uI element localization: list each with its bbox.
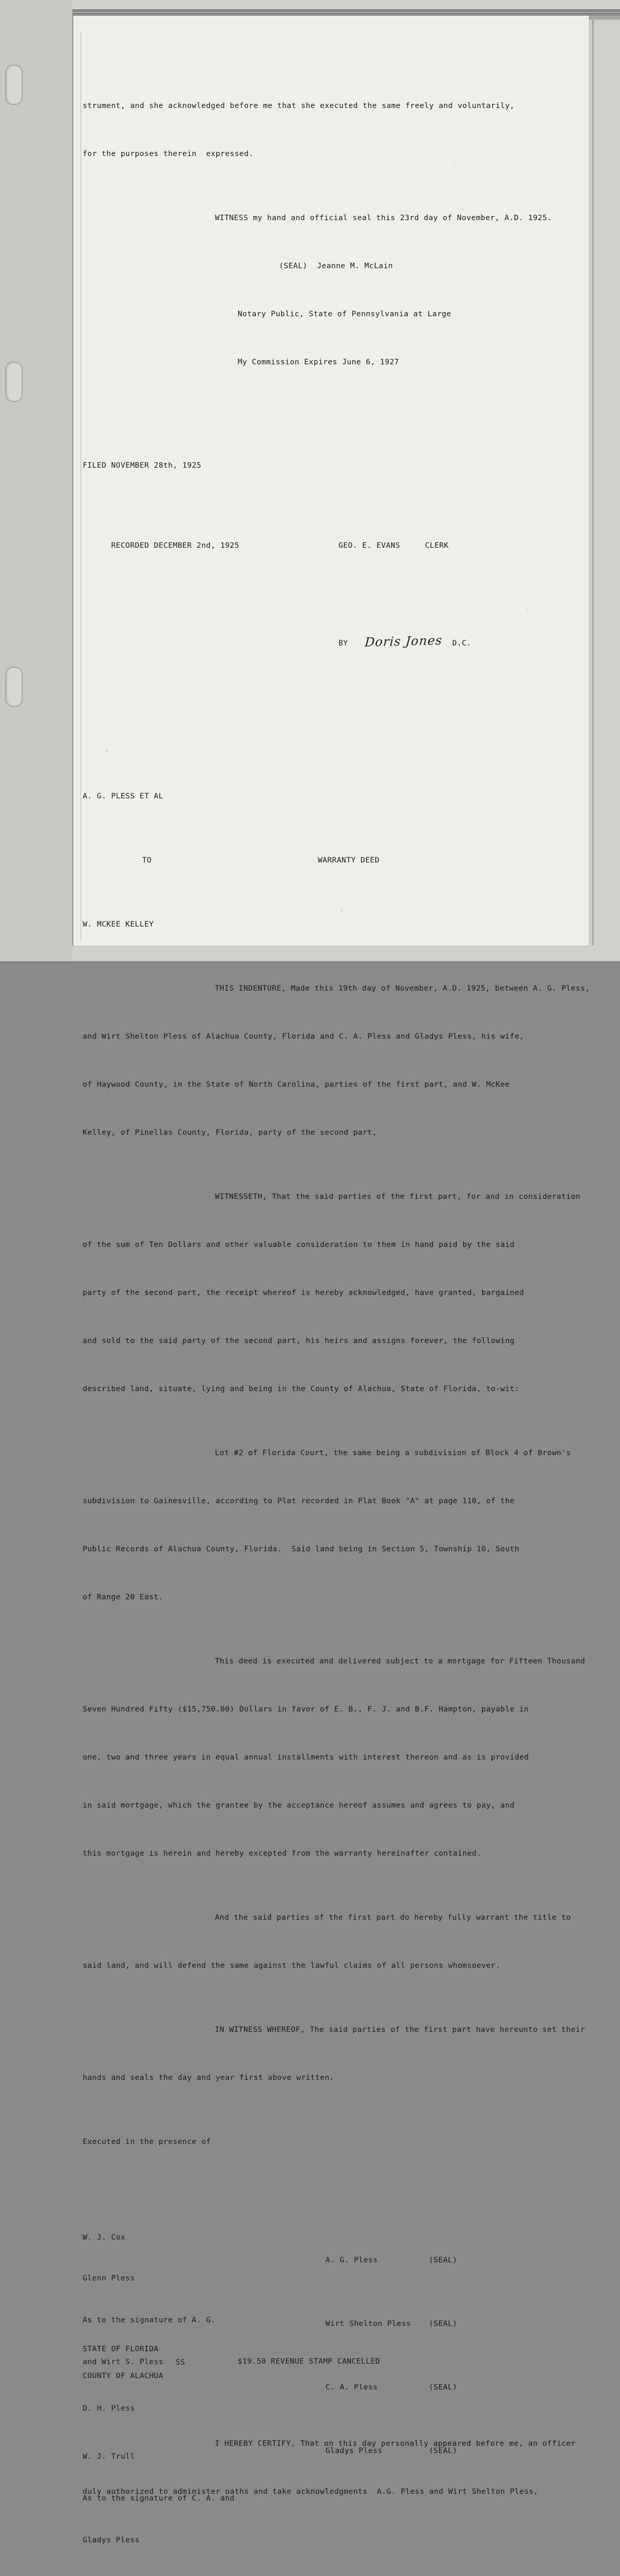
recorded-stamp-line: RECORDED DECEMBER 2nd, 1925	[111, 541, 240, 550]
notary-commission-state: Notary Public, State of Pennsylvania at Large	[238, 310, 452, 318]
paragraph-line: for the purposes therein expressed.	[83, 149, 254, 158]
punch-hole-icon	[5, 667, 23, 707]
deputy-clerk-title: D.C.	[452, 639, 472, 647]
witnesseth-line: party of the second part, the receipt whereof is hereby acknowledged, have granted, bargained	[83, 1288, 524, 1297]
signer-seal: (SEAL)	[429, 2446, 458, 2455]
paragraph-line: strument, and she acknowledged before me that she executed the same freely and voluntarily,	[83, 101, 515, 110]
signer-row	[326, 2249, 548, 2271]
witness-name: Glenn Pless	[83, 2274, 135, 2282]
clerk-name: GEO. E. EVANS	[338, 541, 400, 550]
in-witness-whereof-line: IN WITNESS WHEREOF, The said parties of the first part have hereunto set their	[215, 2025, 585, 2034]
mortgage-clause-line: This deed is executed and delivered subject to a mortgage for Fifteen Thousand	[215, 1657, 585, 1665]
witness-attestation: Gladys Pless	[83, 2536, 140, 2544]
witness-column	[83, 2203, 326, 2576]
warranty-clause-line: And the said parties of the first part do hereby fully warrant the title to	[215, 1913, 571, 1922]
legal-description-line: Public Records of Alachua County, Florida. Said land being in Section 5, Township 10, South	[83, 1545, 520, 1553]
mortgage-clause-line: Seven Hundred Fifty ($15,750.00) Dollars in favor of E. B., F. J. and B.F. Hampton, payable in	[83, 1705, 529, 1714]
indenture-line: Kelley, of Pinellas County, Florida, party of the second part,	[83, 1128, 377, 1137]
signer-row	[326, 2440, 548, 2461]
indenture-line: THIS INDENTURE, Made this 19th day of November, A.D. 1925, between A. G. Pless,	[215, 984, 590, 993]
mortgage-clause-line: one, two and three years in equal annual installments with interest thereon and as is provided	[83, 1753, 529, 1762]
binder-gutter	[0, 0, 72, 961]
filed-stamp-line: FILED NOVEMBER 28th, 1925	[83, 461, 202, 470]
signer-seal: (SEAL)	[429, 2256, 458, 2264]
notary-seal-line: (SEAL) Jeanne M. McLain	[279, 261, 393, 270]
notary-commission-expiry: My Commission Expires June 6, 1927	[238, 358, 399, 366]
venue-ss: SS	[176, 2358, 185, 2367]
venue-state: STATE OF FLORIDA	[83, 2344, 159, 2353]
mortgage-clause-line: this mortgage is herein and hereby excepted from the warranty hereinafter contained.	[83, 1849, 482, 1858]
signer-name: A. G. Pless	[326, 2256, 378, 2264]
document-text	[83, 50, 590, 2548]
punch-hole-icon	[5, 362, 23, 402]
in-witness-whereof-line: hands and seals the day and year first above written.	[83, 2073, 334, 2082]
indenture-line: of Haywood County, in the State of North Carolina, parties of the first part, and W. McKee	[83, 1080, 510, 1089]
signer-seal: (SEAL)	[429, 2383, 458, 2392]
caption-to: TO	[142, 856, 152, 865]
executed-in-presence-label: Executed in the presence of	[83, 2137, 211, 2146]
certificate-line: duly authorized to administer oaths and take acknowledgments A.G. Pless and Wirt Shelton Pless,	[83, 2487, 538, 2496]
witnesseth-line: and sold to the said party of the second part, his heirs and assigns forever, the following	[83, 1336, 515, 1345]
caption-middle-row	[83, 836, 579, 884]
revenue-stamp-note: $19.50 REVENUE STAMP CANCELLED	[238, 2357, 380, 2366]
legal-description-line: of Range 20 East.	[83, 1593, 164, 1601]
legal-description-line: subdivision to Gainesville, according to Plat recorded in Plat Book "A" at page 110, of the	[83, 1497, 515, 1505]
venue-county: COUNTY OF ALACHUA	[83, 2371, 164, 2380]
signer-name: Gladys Pless	[326, 2446, 383, 2455]
venue-block	[83, 2341, 579, 2387]
witness-name: W. J. Cox	[83, 2233, 126, 2242]
witness-attestation: As to the signature of C. A. and	[83, 2494, 235, 2503]
legal-description-line: Lot #2 of Florida Court, the same being a subdivision of Block 4 of Brown's	[215, 1448, 571, 1457]
clerk-title: CLERK	[425, 541, 449, 550]
page-left-edge	[72, 16, 73, 946]
punch-hole-icon	[5, 65, 23, 105]
signer-seal: (SEAL)	[429, 2319, 458, 2328]
signer-name: Wirt Shelton Pless	[326, 2319, 411, 2328]
witnesseth-line: described land, situate, lying and being in the County of Alachua, State of Florida, to-wit:	[83, 1384, 520, 1393]
deputy-clerk-signature: Doris Jones	[364, 633, 443, 650]
witness-attestation: As to the signature of A. G.	[83, 2316, 216, 2324]
witness-name: W. J. Trull	[83, 2452, 135, 2461]
caption-instrument-title: WARRANTY DEED	[318, 856, 380, 865]
mortgage-clause-line: in said mortgage, which the grantee by the acceptance hereof assumes and agrees to pay, and	[83, 1801, 515, 1810]
warranty-clause-line: said land, and will defend the same against the lawful claims of all persons whomsoever.	[83, 1961, 501, 1970]
certificate-line: I HEREBY CERTIFY, That on this day personally appeared before me, an officer	[215, 2439, 576, 2448]
recording-row	[83, 521, 579, 569]
deputy-signature-row	[83, 618, 579, 667]
signer-name: C. A. Pless	[326, 2383, 378, 2392]
signer-row	[326, 2313, 548, 2334]
page-right-edge	[592, 16, 594, 946]
indenture-line: and Wirt Shelton Pless of Alachua County, Florida and C. A. Pless and Gladys Pless, his wife,	[83, 1032, 524, 1041]
witnesseth-line: of the sum of Ten Dollars and other valuable consideration to them in hand paid by the said	[83, 1240, 515, 1249]
caption-grantor: A. G. PLESS ET AL	[83, 792, 164, 800]
by-label: BY	[338, 639, 348, 647]
witness-name: D. H. Pless	[83, 2404, 135, 2413]
caption-grantee: W. MCKEE KELLEY	[83, 920, 154, 929]
witness-clause: WITNESS my hand and official seal this 23rd day of November, A.D. 1925.	[215, 213, 552, 222]
witnesseth-line: WITNESSETH, That the said parties of the first part, for and in consideration	[215, 1192, 581, 1201]
witness-attestation: and Wirt S. Pless	[83, 2357, 164, 2366]
